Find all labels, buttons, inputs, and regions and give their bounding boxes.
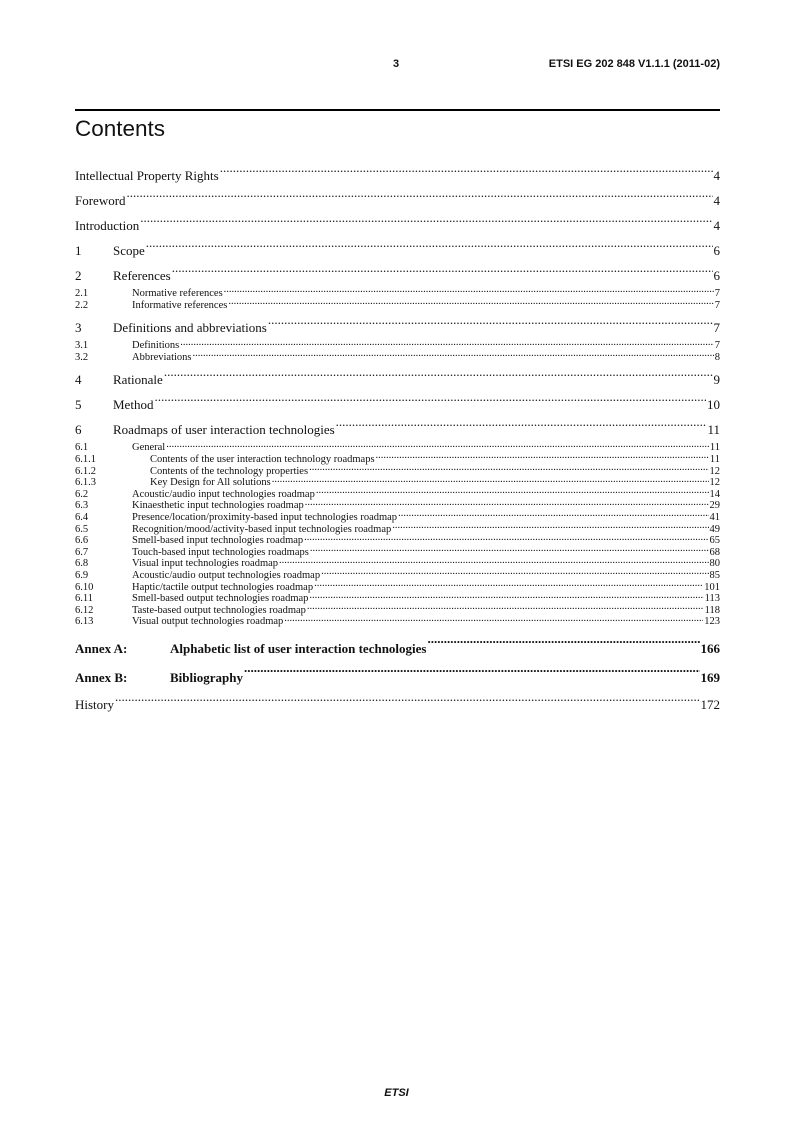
dot-leader <box>279 555 708 566</box>
dot-leader <box>336 414 707 434</box>
page-title: Contents <box>75 116 166 141</box>
dot-leader <box>309 590 703 601</box>
toc-entry[interactable] <box>75 689 720 714</box>
toc-entry-page: 11 <box>709 453 720 465</box>
toc-entry-number: 6.3 <box>75 500 89 512</box>
toc-entry-number: 6.10 <box>75 581 94 593</box>
dot-leader <box>376 451 709 462</box>
toc-entry-title: General <box>132 442 166 454</box>
toc-entry-page: 12 <box>709 477 720 489</box>
toc-entry-number: 3.1 <box>75 340 89 352</box>
toc-entry[interactable] <box>75 160 720 185</box>
toc-entry[interactable] <box>75 260 720 285</box>
dot-leader <box>172 260 713 280</box>
dot-leader <box>310 544 709 555</box>
toc-entry-page: 113 <box>704 593 720 605</box>
toc-entry-title: Intellectual Property Rights <box>75 168 219 183</box>
dot-leader <box>154 389 706 409</box>
header-divider <box>75 109 720 111</box>
toc-entry-page: 169 <box>700 669 720 685</box>
toc-entry-page: 12 <box>709 465 720 477</box>
dot-leader <box>115 689 700 709</box>
dot-leader <box>228 297 713 308</box>
toc-entry-number: 6.11 <box>75 593 93 605</box>
toc-entry-title: Method <box>113 397 154 413</box>
toc-entry-number: 6.8 <box>75 558 89 570</box>
toc-entry-title: Visual input technologies roadmap <box>132 558 279 570</box>
toc-entry[interactable] <box>75 364 720 389</box>
toc-entry-title: Normative references <box>132 288 223 299</box>
toc-entry[interactable] <box>75 660 720 689</box>
page-number: 3 <box>393 58 400 70</box>
toc-entry-number: 6.2 <box>75 488 89 500</box>
toc-entry-title: Definitions and abbreviations <box>113 320 267 336</box>
toc-entry-page: 7 <box>713 320 720 336</box>
toc-entry-page: 85 <box>709 569 720 581</box>
toc-entry-number: 2 <box>75 268 82 283</box>
toc-entry-number: 6.9 <box>75 569 89 581</box>
toc-entry-number: 6.1.1 <box>75 453 96 465</box>
toc-entry-number: 6.1.3 <box>75 477 96 489</box>
toc-entry-page: 4 <box>713 193 720 208</box>
dot-leader <box>321 567 708 578</box>
dot-leader <box>220 160 713 180</box>
toc-entry-title: Rationale <box>113 372 163 388</box>
dot-leader <box>146 235 713 255</box>
dot-leader <box>314 579 703 590</box>
toc-entry-title: Introduction <box>75 218 140 233</box>
toc-entry-title: Contents of the technology properties <box>150 465 309 477</box>
dot-leader <box>309 463 708 474</box>
toc-entry[interactable] <box>75 389 720 414</box>
toc-entry-title: Acoustic/audio input technologies roadmap <box>132 488 315 500</box>
toc-entry-title: Informative references <box>132 299 228 311</box>
toc-entry-page: 10 <box>707 397 720 413</box>
toc-entry-number: 2.2 <box>75 299 89 311</box>
toc-entry-title: Definitions <box>132 340 180 352</box>
dot-leader <box>166 439 709 450</box>
toc-entry-number: Annex B: <box>75 669 128 685</box>
toc-entry-page: 172 <box>700 696 720 712</box>
toc-entry-title: Recognition/mood/activity-based input technologies roadmap <box>132 523 392 535</box>
toc-entry-page: 7 <box>714 288 720 299</box>
dot-leader <box>428 631 700 653</box>
toc-entry-page: 7 <box>714 299 720 311</box>
toc-entry-title: Abbreviations <box>132 351 192 363</box>
toc-entry-number: 6 <box>75 422 82 438</box>
toc-entry-number: 2.1 <box>75 288 89 299</box>
toc-entry-number: 6.1 <box>75 442 89 454</box>
toc-entry-page: 166 <box>700 640 720 656</box>
toc-entry[interactable] <box>75 312 720 337</box>
dot-leader <box>392 521 708 532</box>
toc-entry-number: 3 <box>75 320 82 336</box>
toc-entry-number: 6.6 <box>75 535 89 547</box>
dot-leader <box>244 660 700 682</box>
toc-entry[interactable] <box>75 235 720 260</box>
toc-entry-title: Presence/location/proximity-based input technologies roadmap <box>132 511 398 523</box>
toc-entry-page: 8 <box>714 351 720 363</box>
toc-entry-page: 14 <box>709 488 720 500</box>
toc-entry-number: 6.13 <box>75 616 94 628</box>
toc-entry-number: 6.4 <box>75 511 89 523</box>
toc-entry-page: 123 <box>704 616 720 628</box>
toc-entry-number: Annex A: <box>75 640 128 656</box>
toc-entry-title: Alphabetic list of user interaction technologies <box>170 640 427 656</box>
dot-leader <box>316 486 709 497</box>
toc-entry-number: 3.2 <box>75 351 89 363</box>
toc-entry-number: 1 <box>75 243 82 258</box>
toc-entry-page: 80 <box>709 558 720 570</box>
dot-leader <box>127 185 713 205</box>
toc-entry-title: Kinaesthetic input technologies roadmap <box>132 500 304 512</box>
toc-entry-title: Haptic/tactile output technologies roadmap <box>132 581 314 593</box>
toc-entry-page: 7 <box>714 340 720 352</box>
toc-entry-number: 4 <box>75 372 82 388</box>
dot-leader <box>268 312 713 332</box>
toc-entry[interactable] <box>75 210 720 235</box>
toc-entry-page: 4 <box>713 218 720 233</box>
toc-entry-page: 29 <box>709 500 720 512</box>
dot-leader <box>164 364 713 384</box>
toc-entry-title: Smell-based output technologies roadmap <box>132 593 309 605</box>
toc-entry-title: Contents of the user interaction technology roadmaps <box>150 453 375 465</box>
document-id: ETSI EG 202 848 V1.1.1 (2011-02) <box>548 58 720 70</box>
toc-entry-number: 6.1.2 <box>75 465 96 477</box>
toc-entry[interactable] <box>75 285 720 297</box>
toc-entry-title: Bibliography <box>170 669 243 685</box>
toc-entry[interactable] <box>75 185 720 210</box>
toc-entry-page: 118 <box>704 604 720 616</box>
dot-leader <box>224 285 714 296</box>
toc-entry-title: Roadmaps of user interaction technologies <box>113 422 335 438</box>
dot-leader <box>284 613 703 624</box>
toc-entry-page: 6 <box>713 268 720 283</box>
dot-leader <box>304 532 708 543</box>
toc-entry-page: 11 <box>707 422 720 438</box>
dot-leader <box>140 210 712 230</box>
toc-entry-page: 4 <box>713 168 720 183</box>
toc-entry-number: 6.5 <box>75 523 89 535</box>
toc-entry-title: History <box>75 696 114 712</box>
dot-leader <box>193 349 714 360</box>
toc-entry-number: 6.7 <box>75 546 89 558</box>
toc-entry-number: 5 <box>75 397 82 413</box>
toc-entry-page: 6 <box>713 243 720 258</box>
table-of-contents <box>75 160 720 714</box>
toc-entry-page: 101 <box>704 581 720 593</box>
toc-entry-title: References <box>113 268 171 283</box>
toc-entry-page: 9 <box>713 372 720 388</box>
toc-entry[interactable] <box>75 414 720 439</box>
dot-leader <box>307 602 704 613</box>
toc-entry-title: Foreword <box>75 193 126 208</box>
toc-entry[interactable] <box>75 439 720 454</box>
toc-entry[interactable] <box>75 451 720 463</box>
toc-entry-page: 68 <box>709 546 720 558</box>
dot-leader <box>398 509 708 520</box>
toc-entry-title: Taste-based output technologies roadmap <box>132 604 306 616</box>
toc-entry-title: Acoustic/audio output technologies roadmap <box>132 569 321 581</box>
toc-entry-page: 41 <box>709 511 720 523</box>
toc-entry-page: 65 <box>709 535 720 547</box>
dot-leader <box>272 474 709 485</box>
toc-entry-page: 11 <box>709 442 720 454</box>
toc-entry-page: 49 <box>709 523 720 535</box>
toc-entry-title: Smell-based input technologies roadmap <box>132 535 304 547</box>
toc-entry-title: Key Design for All solutions <box>150 477 271 489</box>
dot-leader <box>305 497 709 508</box>
toc-entry-number: 6.12 <box>75 604 94 616</box>
toc-entry-title: Visual output technologies roadmap <box>132 616 284 628</box>
toc-entry-title: Touch-based input technologies roadmaps <box>132 546 309 558</box>
dot-leader <box>180 337 714 348</box>
page-header <box>75 55 720 73</box>
page-footer: ETSI <box>384 1087 409 1099</box>
toc-entry[interactable] <box>75 631 720 660</box>
toc-entry-title: Scope <box>113 243 145 258</box>
